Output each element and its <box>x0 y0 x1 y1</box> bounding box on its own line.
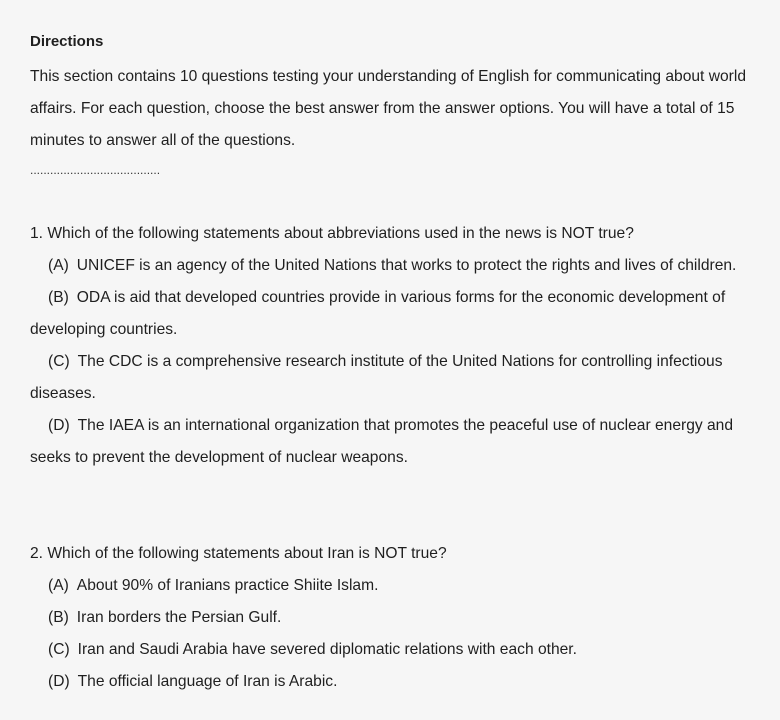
question-1-stem: 1. Which of the following statements about abbreviations used in the news is NOT true? <box>30 225 634 242</box>
question-1 <box>30 218 755 474</box>
option-label: (B) <box>48 609 69 626</box>
option-text: The CDC is a comprehensive research institute of the United Nations for controlling infectious diseases. <box>30 353 723 402</box>
option-label: (C) <box>48 353 70 370</box>
option-label: (D) <box>48 417 70 434</box>
option-label: (B) <box>48 289 69 306</box>
option-text: The official language of Iran is Arabic. <box>77 673 338 690</box>
question-1-option-d[interactable] <box>30 410 755 474</box>
option-text: Iran and Saudi Arabia have severed diplomatic relations with each other. <box>77 641 577 658</box>
option-label: (D) <box>48 673 70 690</box>
option-text: ODA is aid that developed countries provide in various forms for the economic development of developing countries. <box>30 289 726 338</box>
question-2-option-b[interactable] <box>30 602 755 634</box>
directions-heading: Directions <box>30 33 104 50</box>
section-divider: ....................................... <box>30 163 161 177</box>
option-label: (C) <box>48 641 70 658</box>
directions-text: This section contains 10 questions testing your understanding of English for communicating about world affairs. For each question, choose the best answer from the answer options. You will have a total of 15 minutes to answer all of the questions. <box>30 68 746 149</box>
question-2-option-a[interactable] <box>30 570 755 602</box>
option-label: (A) <box>48 257 69 274</box>
question-2-option-c[interactable] <box>30 634 755 666</box>
question-1-option-c[interactable] <box>30 346 755 410</box>
question-2-stem: 2. Which of the following statements about Iran is NOT true? <box>30 545 447 562</box>
question-2-option-d[interactable] <box>30 666 755 698</box>
option-text: About 90% of Iranians practice Shiite Islam. <box>76 577 379 594</box>
question-1-option-b[interactable] <box>30 282 755 346</box>
option-label: (A) <box>48 577 69 594</box>
question-1-option-a[interactable] <box>30 250 755 282</box>
question-2 <box>30 538 755 698</box>
option-text: Iran borders the Persian Gulf. <box>76 609 282 626</box>
option-text: UNICEF is an agency of the United Nations that works to protect the rights and lives of children. <box>76 257 737 274</box>
option-text: The IAEA is an international organization that promotes the peaceful use of nuclear energy and seeks to prevent the development of nuclear weapons. <box>30 417 734 466</box>
